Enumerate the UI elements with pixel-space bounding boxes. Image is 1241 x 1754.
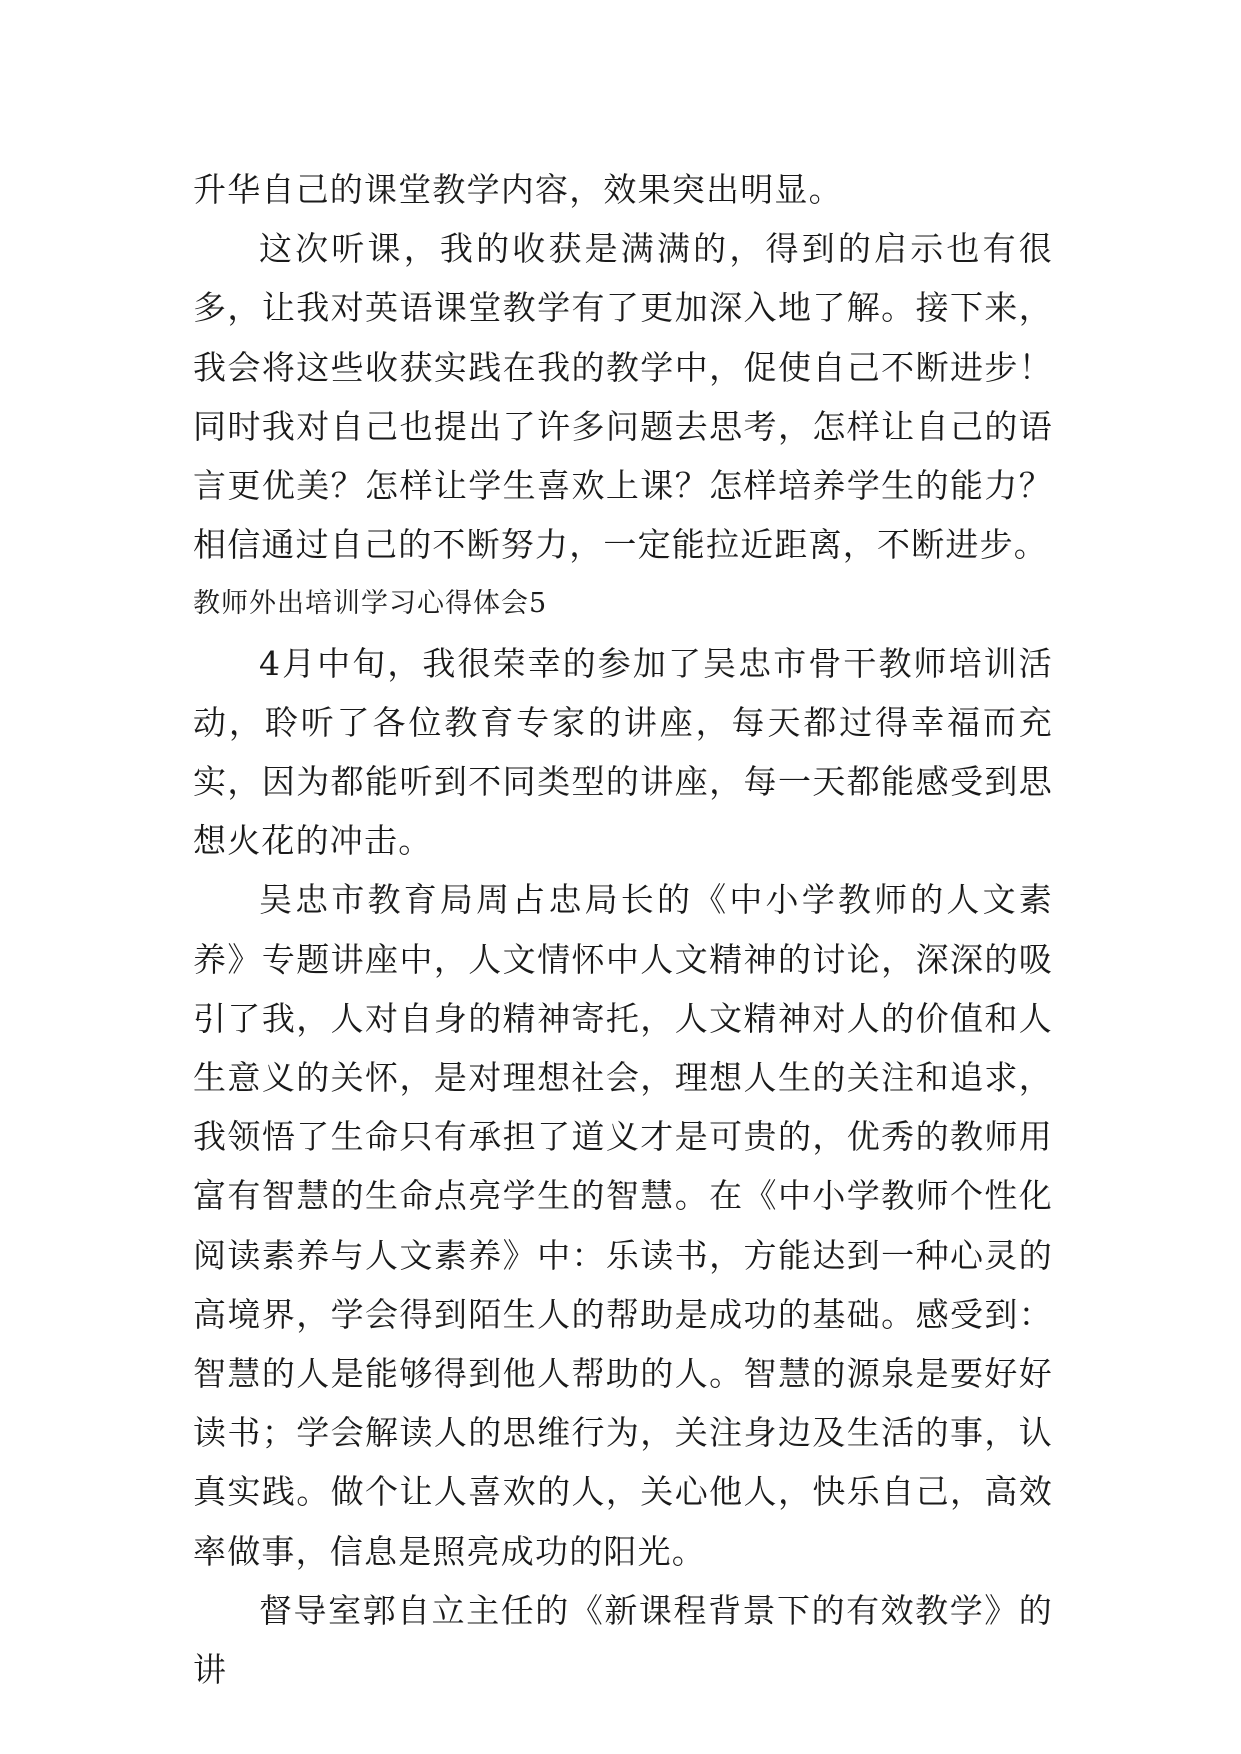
- paragraph-1: 升华自己的课堂教学内容，效果突出明显。: [193, 170, 843, 209]
- document-page: [193, 160, 1053, 1699]
- paragraph-5: 督导室郭自立主任的《新课程背景下的有效教学》的讲: [193, 1590, 1053, 1690]
- paragraph-2: 这次听课，我的收获是满满的，得到的启示也有很多，让我对英语课堂教学有了更加深入地了解。接下来，我会将这些收获实践在我的教学中，促使自己不断进步！同时我对自己也提出了许多问题去思考，怎样让自己的语言更优美？怎样让学生喜欢上课？怎样培养学生的能力？相信通过自己的不断努力，一定能拉近距离，不断进步。: [193, 229, 1053, 565]
- paragraph-3: 4月中旬，我很荣幸的参加了吴忠市骨干教师培训活动，聆听了各位教育专家的讲座，每天都过得幸福而充实，因为都能听到不同类型的讲座，每一天都能感受到思想火花的冲击。: [193, 643, 1053, 861]
- section-heading: 教师外出培训学习心得体会5: [193, 588, 548, 620]
- paragraph-4: 吴忠市教育局周占忠局长的《中小学教师的人文素养》专题讲座中，人文情怀中人文精神的讨论，深深的吸引了我，人对自身的精神寄托，人文精神对人的价值和人生意义的关怀，是对理想社会，理想人生的关注和追求，我领悟了生命只有承担了道义才是可贵的，优秀的教师用富有智慧的生命点亮学生的智慧。在《中小学教师个性化阅读素养与人文素养》中：乐读书，方能达到一种心灵的高境界，学会得到陌生人的帮助是成功的基础。感受到：智慧的人是能够得到他人帮助的人。智慧的源泉是要好好读书；学会解读人的思维行为，关注身边及生活的事，认真实践。做个让人喜欢的人，关心他人，快乐自己，高效率做事，信息是照亮成功的阳光。: [193, 880, 1053, 1571]
